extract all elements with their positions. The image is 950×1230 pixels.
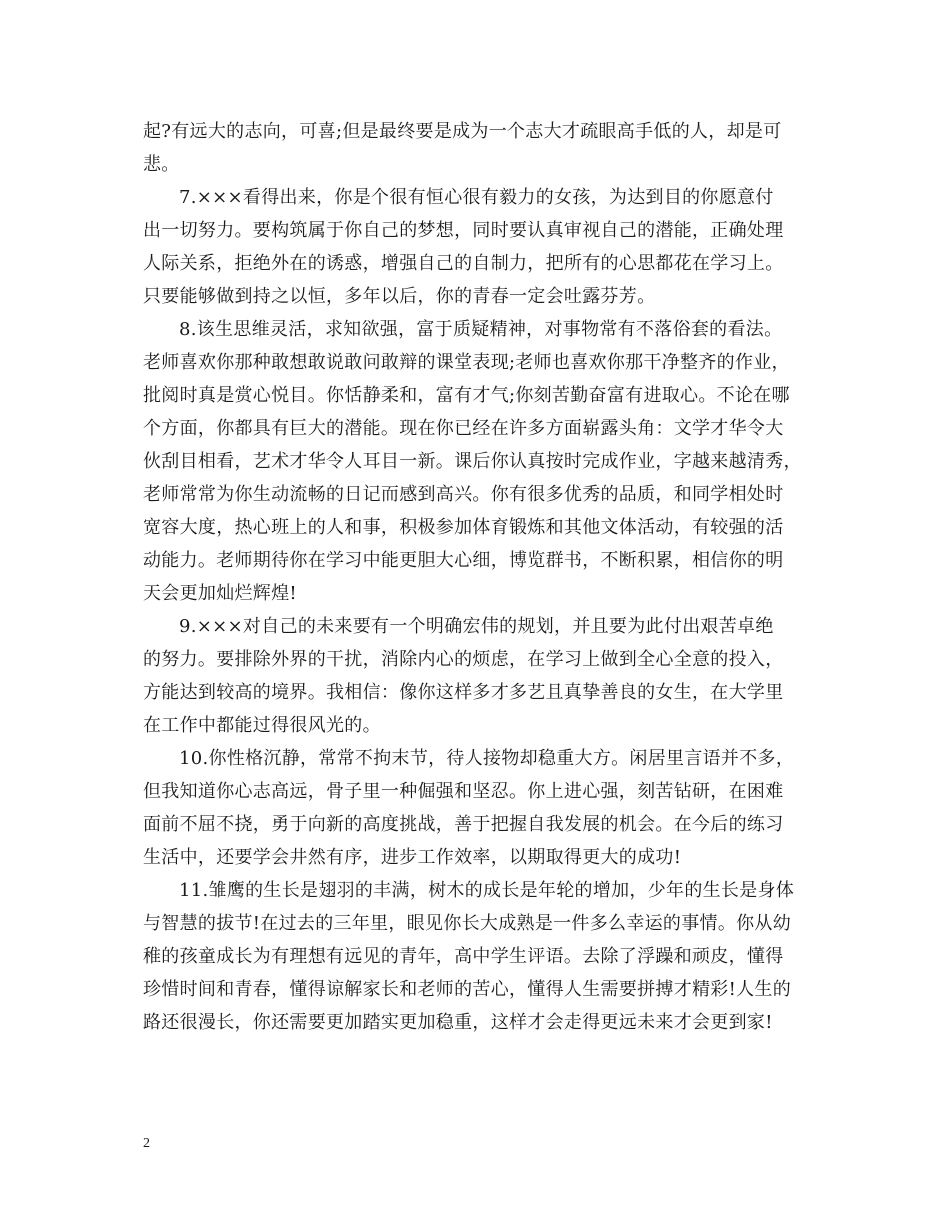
text-line: 老师常常为你生动流畅的日记而感到高兴。你有很多优秀的品质，和同学相处时	[143, 484, 784, 505]
text-line: 路还很漫长，你还需要更加踏实更加稳重，这样才会走得更远未来才会更到家!	[143, 1012, 773, 1033]
text-line: 宽容大度，热心班上的人和事，积极参加体育锻炼和其他文体活动，有较强的活	[143, 517, 784, 538]
text-line: 老师喜欢你那种敢想敢说敢问敢辩的课堂表现;老师也喜欢你那干净整齐的作业，	[143, 352, 790, 373]
text-line: 悲。	[143, 154, 180, 175]
paragraph-first-line: 8.该生思维灵活，求知欲强，富于质疑精神，对事物常有不落俗套的看法。	[179, 319, 783, 340]
text-line: 生活中，还要学会井然有序，进步工作效率，以期取得更大的成功!	[143, 847, 682, 868]
paragraph-first-line: 10.你性格沉静，常常不拘末节，待人接物却稳重大方。闲居里言语并不多，	[179, 748, 795, 769]
text-line: 稚的孩童成长为有理想有远见的青年，高中学生评语。去除了浮躁和顽皮，懂得	[143, 946, 784, 967]
text-line: 人际关系，拒绝外在的诱惑，增强自己的自制力，把所有的心思都花在学习上。	[143, 253, 784, 274]
text-line: 批阅时真是赏心悦目。你恬静柔和，富有才气;你刻苦勤奋富有进取心。不论在哪	[143, 385, 790, 406]
text-line: 天会更加灿烂辉煌!	[143, 583, 297, 604]
text-line: 起?有远大的志向，可喜;但是最终要是成为一个志大才疏眼高手低的人，却是可	[143, 121, 782, 142]
text-line: 出一切努力。要构筑属于你自己的梦想，同时要认真审视自己的潜能，正确处理	[143, 220, 784, 241]
text-line: 动能力。老师期待你在学习中能更胆大心细，博览群书，不断积累，相信你的明	[143, 550, 784, 571]
text-line: 个方面，你都具有巨大的潜能。现在你已经在许多方面崭露头角：文学才华令大	[143, 418, 784, 439]
text-line: 但我知道你心志高远，骨子里一种倔强和坚忍。你上进心强，刻苦钻研，在困难	[143, 781, 784, 802]
paragraph-first-line: 7.×××看得出来，你是个很有恒心很有毅力的女孩，为达到目的你愿意付	[179, 187, 774, 208]
text-line: 在工作中都能过得很风光的。	[143, 715, 381, 736]
page-number: 2	[143, 1136, 150, 1151]
paragraph-first-line: 11.雏鹰的生长是翅羽的丰满，树木的成长是年轮的增加，少年的生长是身体	[179, 880, 795, 901]
text-line: 珍惜时间和青春，懂得谅解家长和老师的苦心，懂得人生需要拼搏才精彩!人生的	[143, 979, 792, 1000]
document-body	[143, 115, 823, 1039]
paragraph-first-line: 9.×××对自己的未来要有一个明确宏伟的规划，并且要为此付出艰苦卓绝	[179, 616, 774, 637]
text-line: 与智慧的拔节!在过去的三年里，眼见你长大成熟是一件多么幸运的事情。你从幼	[143, 913, 792, 934]
text-line: 伙刮目相看，艺术才华令人耳目一新。课后你认真按时完成作业，字越来越清秀，	[143, 451, 802, 472]
text-line: 方能达到较高的境界。我相信：像你这样多才多艺且真挚善良的女生，在大学里	[143, 682, 784, 703]
text-line: 的努力。要排除外界的干扰，消除内心的烦虑，在学习上做到全心全意的投入，	[143, 649, 784, 670]
text-line: 只要能够做到持之以恒，多年以后，你的青春一定会吐露芬芳。	[143, 286, 656, 307]
text-line: 面前不屈不挠，勇于向新的高度挑战，善于把握自我发展的机会。在今后的练习	[143, 814, 784, 835]
